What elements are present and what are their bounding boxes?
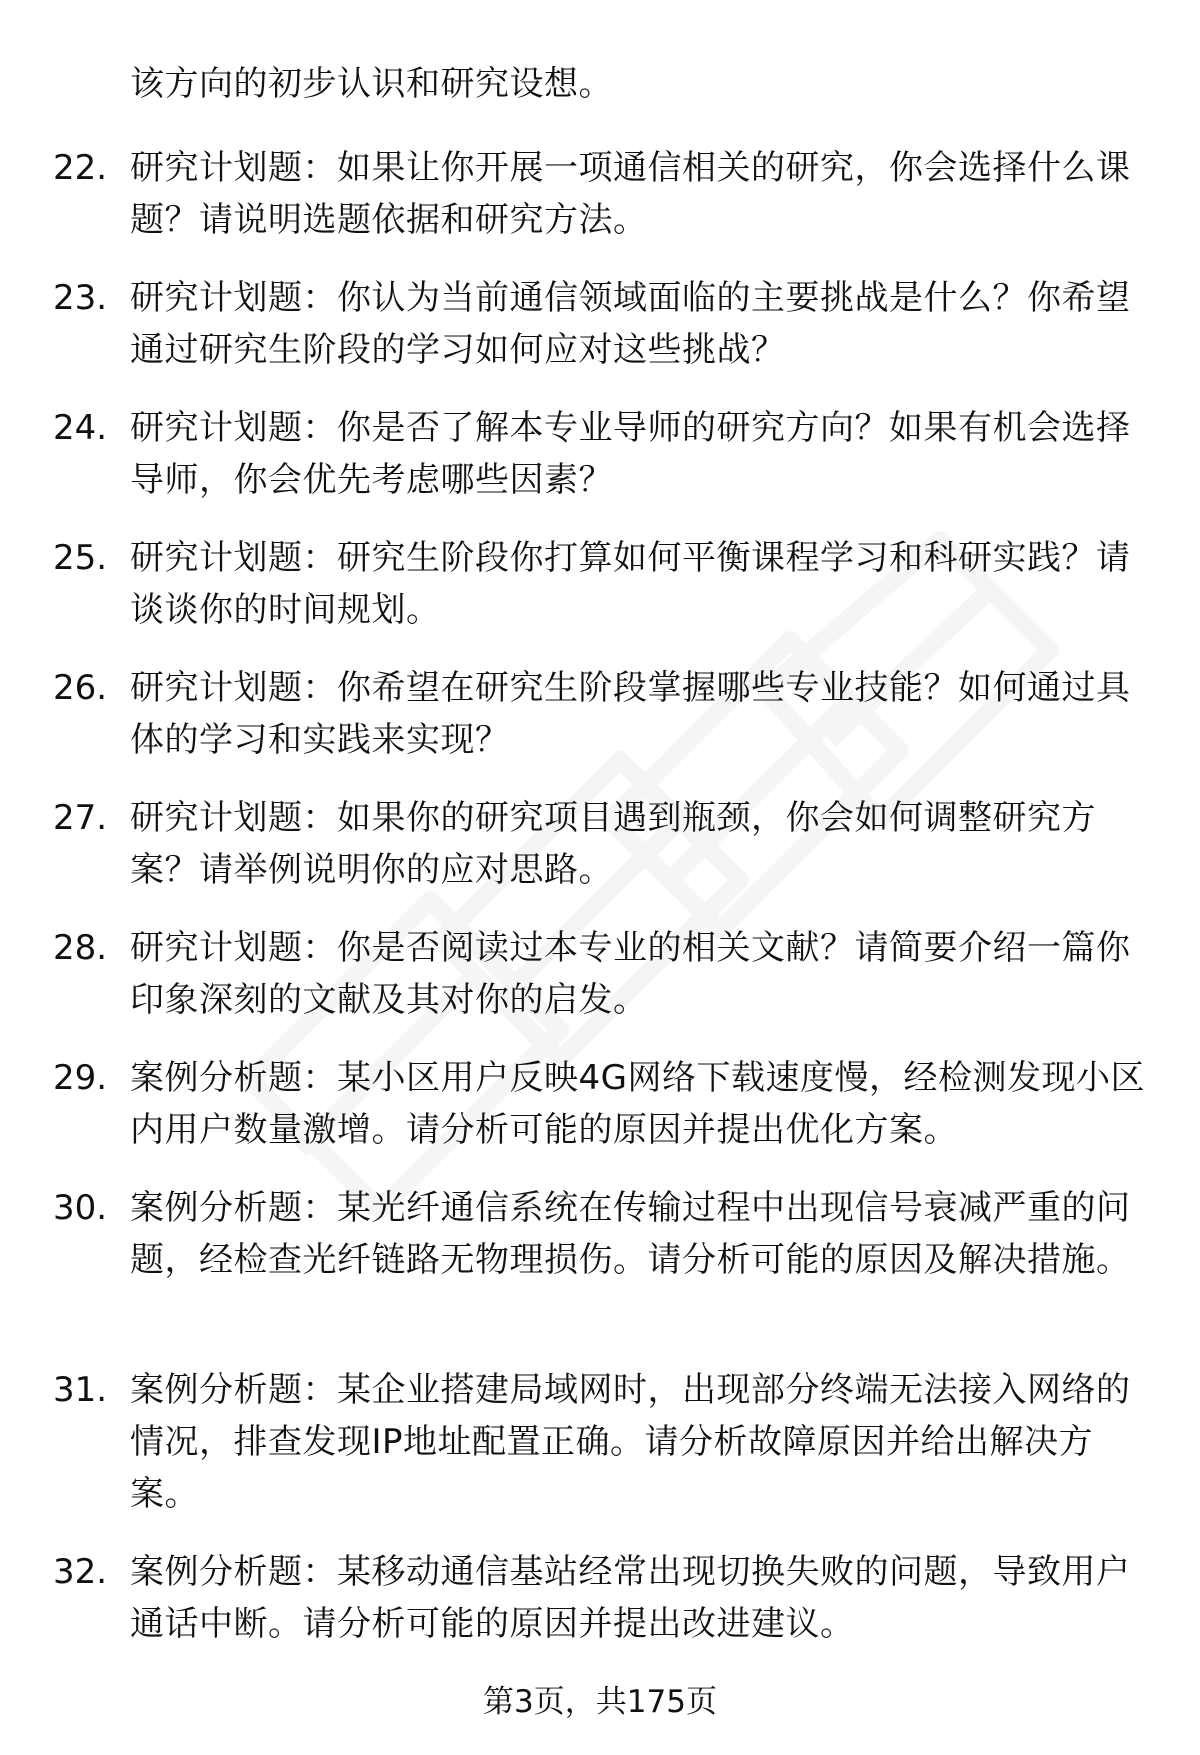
question-text: 案例分析题：某移动通信基站经常出现切换失败的问题，导致用户通话中断。请分析可能的原因并提出改进建议。: [130, 1552, 1131, 1644]
question-item-25: [0, 532, 1200, 636]
question-item-32: [0, 1546, 1200, 1650]
question-number: 32.: [53, 1552, 108, 1592]
question-item-26: [0, 662, 1200, 766]
question-item-31: [0, 1364, 1200, 1520]
question-number: 30.: [53, 1188, 108, 1228]
question-number: 22.: [53, 148, 108, 188]
question-number: 26.: [53, 668, 108, 708]
intro-continuation-text: 该方向的初步认识和研究设想。: [130, 64, 613, 104]
question-number: 27.: [53, 798, 108, 838]
question-text: 研究计划题：如果你的研究项目遇到瓶颈，你会如何调整研究方案？请举例说明你的应对思路。: [130, 798, 1096, 890]
question-item-30: [0, 1182, 1200, 1338]
question-number: 23.: [53, 278, 108, 318]
question-item-22: [0, 142, 1200, 246]
question-number: 29.: [53, 1058, 108, 1098]
question-text: 研究计划题：你希望在研究生阶段掌握哪些专业技能？如何通过具体的学习和实践来实现？: [130, 668, 1131, 760]
question-number: 24.: [53, 408, 108, 448]
question-item-29: [0, 1052, 1200, 1156]
question-text: 研究计划题：你认为当前通信领域面临的主要挑战是什么？你希望通过研究生阶段的学习如何应对这些挑战？: [130, 278, 1131, 370]
question-text: 研究计划题：研究生阶段你打算如何平衡课程学习和科研实践？请谈谈你的时间规划。: [130, 538, 1131, 630]
question-text: 研究计划题：如果让你开展一项通信相关的研究，你会选择什么课题？请说明选题依据和研究方法。: [130, 148, 1131, 240]
question-text: 案例分析题：某光纤通信系统在传输过程中出现信号衰减严重的问题，经检查光纤链路无物理损伤。请分析可能的原因及解决措施。: [130, 1188, 1131, 1280]
question-item-27: [0, 792, 1200, 896]
question-number: 28.: [53, 928, 108, 968]
question-text: 案例分析题：某企业搭建局域网时，出现部分终端无法接入网络的情况，排查发现IP地址配置正确。请分析故障原因并给出解决方案。: [130, 1370, 1131, 1514]
question-number: 31.: [53, 1370, 108, 1410]
question-item-24: [0, 402, 1200, 506]
question-list: [0, 142, 1200, 1676]
question-text: 研究计划题：你是否阅读过本专业的相关文献？请简要介绍一篇你印象深刻的文献及其对你的启发。: [130, 928, 1131, 1020]
question-text: 案例分析题：某小区用户反映4G网络下载速度慢，经检测发现小区内用户数量激增。请分析可能的原因并提出优化方案。: [130, 1058, 1145, 1150]
question-item-23: [0, 272, 1200, 376]
question-item-28: [0, 922, 1200, 1026]
question-number: 25.: [53, 538, 108, 578]
question-text: 研究计划题：你是否了解本专业导师的研究方向？如果有机会选择导师，你会优先考虑哪些因素？: [130, 408, 1131, 500]
page-number-footer: 第3页，共175页: [483, 1684, 717, 1720]
